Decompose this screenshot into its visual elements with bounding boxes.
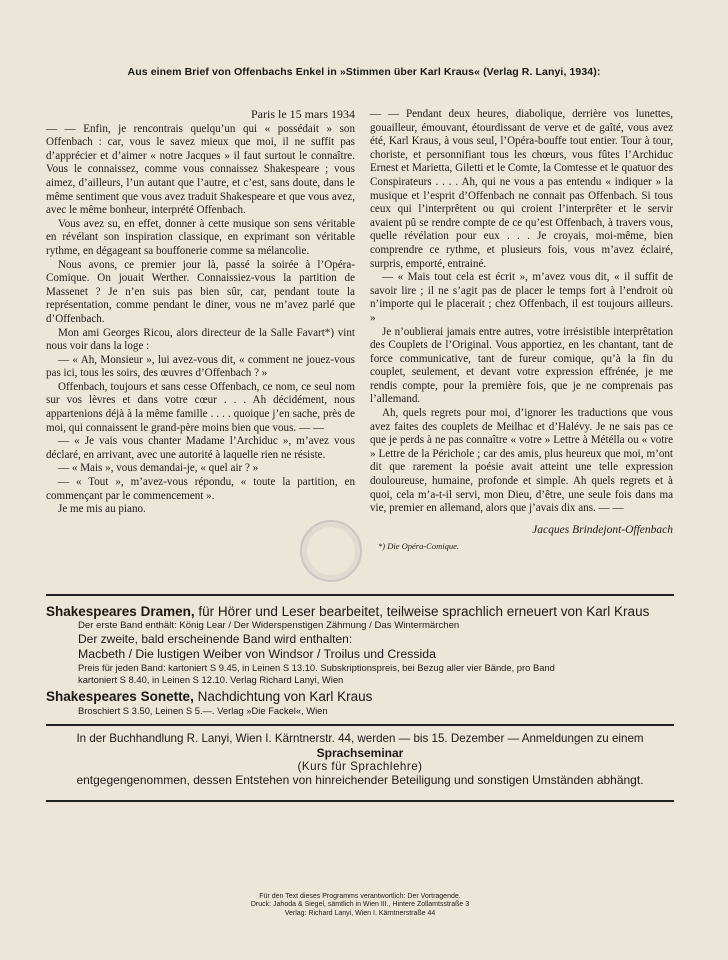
- book-volume-2-intro: Der zweite, bald erscheinende Band wird enthalten:: [78, 632, 353, 646]
- letter-paragraph: — « Tout », m’avez-vous répondu, « toute la partition, en commençant par le commencement ».: [46, 476, 355, 502]
- seminar-line-4: entgegengenommen, dessen Entstehen von hinreichender Beteiligung und sonstigen Umständen abhängt.: [76, 773, 644, 787]
- letter-paragraph: — « Je vais vous chanter Madame l’Archiduc », m’avez vous déclaré, en arrivant, avec une autorité à laquelle rien ne résiste.: [46, 435, 355, 461]
- imprint-line-2: Druck: Jahoda & Siegel, sämtlich in Wien III., Hintere Zollamtsstraße 3: [250, 901, 470, 909]
- book-volume-2-contents: Macbeth / Die lustigen Weiber von Windsor / Troilus und Cressida: [78, 647, 436, 661]
- book-volume-1: Der erste Band enthält: König Lear / Der Widerspenstigen Zähmung / Das Wintermärchen: [78, 620, 460, 631]
- letter-paragraph: — « Mais tout cela est écrit », m’avez vous dit, « il suffit de savoir lire ; il ne s’agit pas de placer le temps fort à l’endroit où n’importe qui le placerait ; chez Offenbach, il est toujours ailleurs. »: [370, 271, 673, 324]
- divider-middle: [46, 724, 674, 726]
- book-price-line-1: Preis für jeden Band: kartoniert S 9.45, in Leinen S 13.10. Subskriptionspreis, bei Bezug aller vier Bände, pro Band: [78, 662, 555, 673]
- book-title-dramen: [46, 603, 674, 620]
- book-title-sonette-bold: Shakespeares Sonette,: [46, 689, 194, 704]
- page-header: Aus einem Brief von Offenbachs Enkel in »Stimmen über Karl Kraus« (Verlag R. Lanyi, 1934):: [127, 66, 601, 78]
- letter-signature: Jacques Brindejont-Offenbach: [532, 523, 673, 536]
- letter-paragraph: Je me mis au piano.: [58, 503, 146, 516]
- letter-column-left: [46, 108, 355, 517]
- imprint-line-1: Für den Text dieses Programms verantwortlich: Der Vortragende.: [259, 893, 461, 900]
- book-title-dramen-rest: für Hörer und Leser bearbeitet, teilweise sprachlich erneuert von Karl Kraus: [194, 604, 650, 619]
- letter-paragraph: — — Enfin, je rencontrais quelqu’un qui « possédait » son Offenbach : car, vous le savez mieux que moi, il ne suffit pas d’apprécier et d’aimer « notre Jacques » il faut surtout le connaître. Vous le connaissez, comme vous connaissez Shakespeare ; vous aimez, d’ailleurs, l’un autant que l’autre, et c’est, sans doute, dans le même sentiment que vous avez traduit Shakespeare et que vous avez, avec le même bonheur, interprété Offenbach.: [46, 122, 355, 217]
- letter-column-right: [370, 108, 673, 554]
- book-title-sonette-rest: Nachdichtung von Karl Kraus: [193, 689, 373, 704]
- letter-paragraph: Ah, quels regrets pour moi, d’ignorer les traductions que vous avez faites des couplets de Meilhac et d’Halévy. Je ne sais pas ce que je perds à ne pas connaître « votre » Lettre à Métélla ou « votre » Lettre de la Périchole ; car des amis, plus heureux que moi, m’ont dit que rarement la poésie avait atteint une telle expression douloureuse, humaine, profonde et simple. Ah quels regrets et à quoi, cela m’a-t-il servi, mon Dieu, d’être, une seule fois dans ma vie, premier en allemand, alors que j’avais dix ans. — —: [370, 407, 673, 515]
- divider-bottom: [46, 800, 674, 802]
- book-title-sonette: [46, 688, 674, 705]
- letter-paragraph: Offenbach, toujours et sans cesse Offenbach, ce nom, ce seul nom sur vos lèvres et dans votre cœur . . . Ah décidément, nous appartenions déjà à la même famille . . . . quoique j’en sache, près de moi, qui connaissent le grand-père moins bien que vous. — —: [46, 380, 355, 434]
- letter-footnote: *) Die Opéra-Comique.: [378, 541, 459, 552]
- letter-paragraph: Je n’oublierai jamais entre autres, votre irrésistible interprêtation des Couplets de l’Original. Vous apportiez, en les chantant, tant de force communicative, tant de fureur comique, qu’à la fin du couplet, seulement, et devant votre expression effrénée, je me rendis compte, pour la première fois, que je ne comprenais pas l’allemand.: [370, 325, 673, 406]
- letter-dateline: Paris le 15 mars 1934: [251, 107, 355, 121]
- imprint-line-3: Verlag: Richard Lanyi, Wien I. Kärntnerstraße 44: [284, 909, 436, 917]
- book-title-dramen-bold: Shakespeares Dramen,: [46, 604, 195, 619]
- letter-paragraph: — — Pendant deux heures, diabolique, derrière vos lunettes, gouailleur, émouvant, étourdissant de verve et de gaîté, vous avez été, Karl Kraus, à vous seul, l’Opéra-bouffe tout entier. Tour à tour, choriste, et personnifiant tous les chœurs, vous fûtes l’Archiduc Ernest et Marietta, Giletti et le Comte, la Comtesse et le quatuor des Conspirateurs . . . . Ah, qui ne vous a pas entendu « indiquer » la musique et l’esprit d’Offenbach ne connait pas Offenbach. Si tous ceux qui l’interprêtent ou qui croient l’interprêter et le servir avaient pû se rendre compte de ce qu’est Offenbach, à travers vous, quelle révélation pour eux . . . Je croyais, moi-même, bien comprendre ce rythme, et plusieurs fois, vous m’avez éclairé, surpris, emporté, entrainé.: [370, 108, 673, 270]
- book-price-line-2: kartoniert S 8.40, in Leinen S 12.10. Verlag Richard Lanyi, Wien: [78, 673, 344, 685]
- book-price-sonette: Broschiert S 3.50, Leinen S 5.—. Verlag »Die Fackel«, Wien: [78, 705, 328, 716]
- letter-paragraph: Nous avons, ce premier jour là, passé la soirée à l’Opéra-Comique. On jouait Werther. Connaissiez-vous la partition de Massenet ? Je n’en suis pas bien sûr, car, pendant toute la représentation, comme pendant le diner, vous ne m’avez parlé que d’Offenbach.: [46, 258, 355, 325]
- imprint: [46, 893, 674, 918]
- library-stamp: [300, 520, 362, 582]
- seminar-announcement: [46, 732, 674, 788]
- seminar-subtitle: (Kurs für Sprachlehre): [297, 760, 423, 773]
- books-advertisement: [46, 603, 674, 717]
- letter-paragraph: Vous avez su, en effet, donner à cette musique son sens véritable en révélant son inspiration classique, en exprimant son véritable rythme, en dégageant sa bouffonerie comme sa mélancolie.: [46, 217, 355, 257]
- seminar-title: Sprachseminar: [316, 746, 404, 760]
- seminar-line-1: In der Buchhandlung R. Lanyi, Wien I. Kärntnerstr. 44, werden — bis 15. Dezember — Anmeldungen zu einem: [76, 732, 644, 745]
- letter-paragraph: — « Mais », vous demandai-je, « quel air ? »: [58, 462, 259, 475]
- letter-paragraph: Mon ami Georges Ricou, alors directeur de la Salle Favart*) vint nous voir dans la loge :: [46, 326, 355, 353]
- divider-top: [46, 594, 674, 596]
- letter-paragraph: — « Ah, Monsieur », lui avez-vous dit, « comment ne jouez-vous pas ici, tous les soirs, des œuvres d’Offenbach ? »: [46, 353, 355, 380]
